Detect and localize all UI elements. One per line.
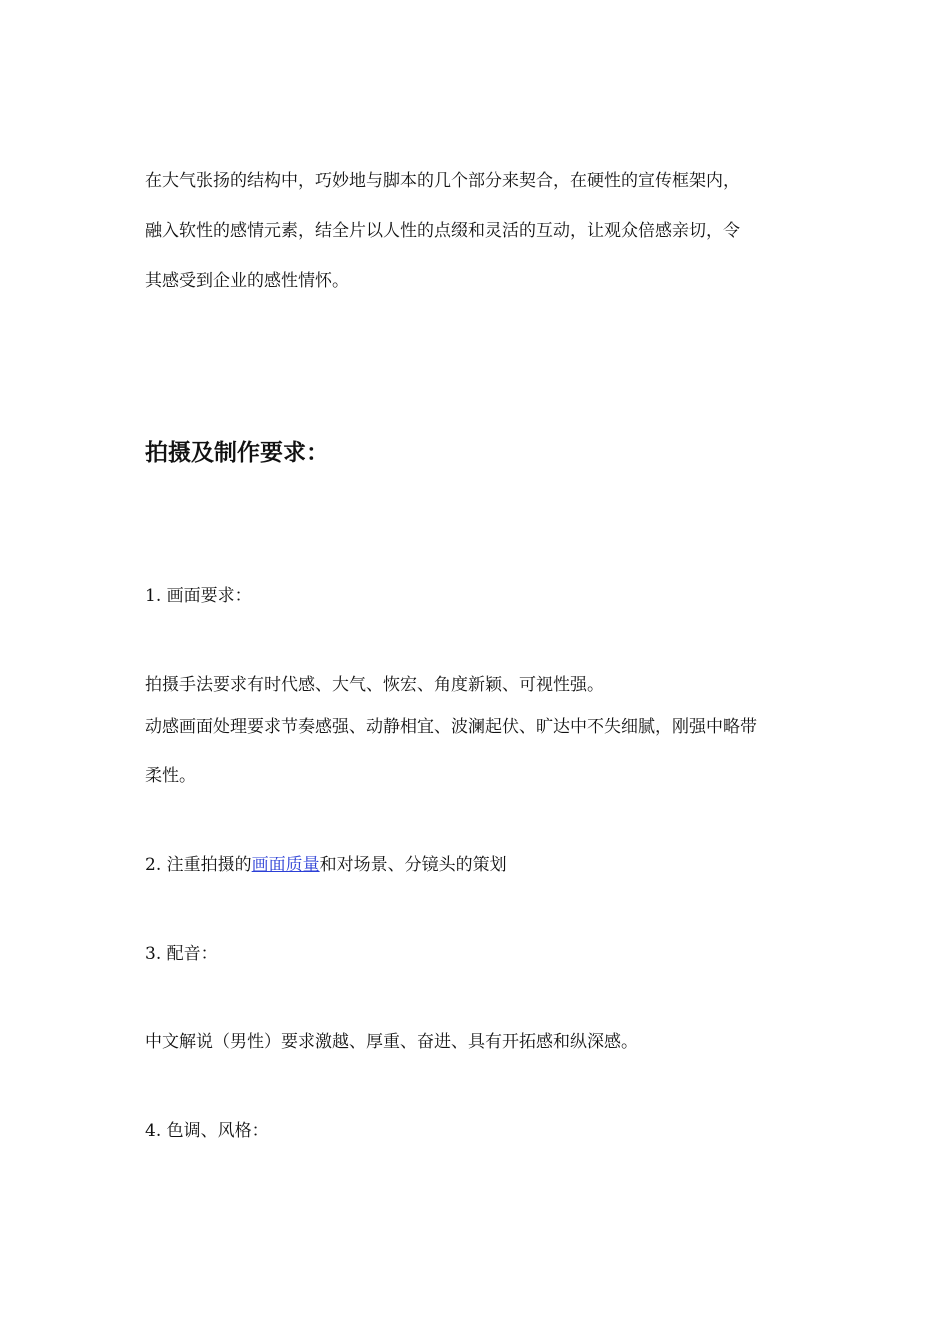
item1-title: 1. 画面要求： — [145, 586, 252, 606]
intro-line-3: 其感受到企业的感性情怀。 — [145, 271, 349, 291]
intro-line-2: 融入软性的感情元素，结全片以人性的点缀和灵活的互动，让观众倍感亲切，令 — [145, 221, 740, 241]
item1-line-2: 动感画面处理要求节奏感强、动静相宜、波澜起伏、旷达中不失细腻，刚强中略带 — [145, 717, 757, 737]
image-quality-link[interactable]: 画面质量 — [251, 855, 320, 875]
item3-title: 3. 配音： — [145, 944, 218, 964]
section-heading: 拍摄及制作要求： — [145, 440, 329, 466]
item2-line — [145, 853, 507, 877]
item2-prefix: 2. 注重拍摄的 — [145, 855, 252, 875]
item2-suffix: 和对场景、分镜头的策划 — [319, 855, 507, 875]
item4-title: 4. 色调、风格： — [145, 1121, 269, 1141]
item3-line-1: 中文解说（男性）要求激越、厚重、奋进、具有开拓感和纵深感。 — [145, 1032, 638, 1052]
intro-line-1: 在大气张扬的结构中，巧妙地与脚本的几个部分来契合，在硬性的宣传框架内， — [145, 171, 740, 191]
item1-line-1: 拍摄手法要求有时代感、大气、恢宏、角度新颖、可视性强。 — [145, 675, 604, 695]
item1-line-3: 柔性。 — [145, 766, 196, 786]
